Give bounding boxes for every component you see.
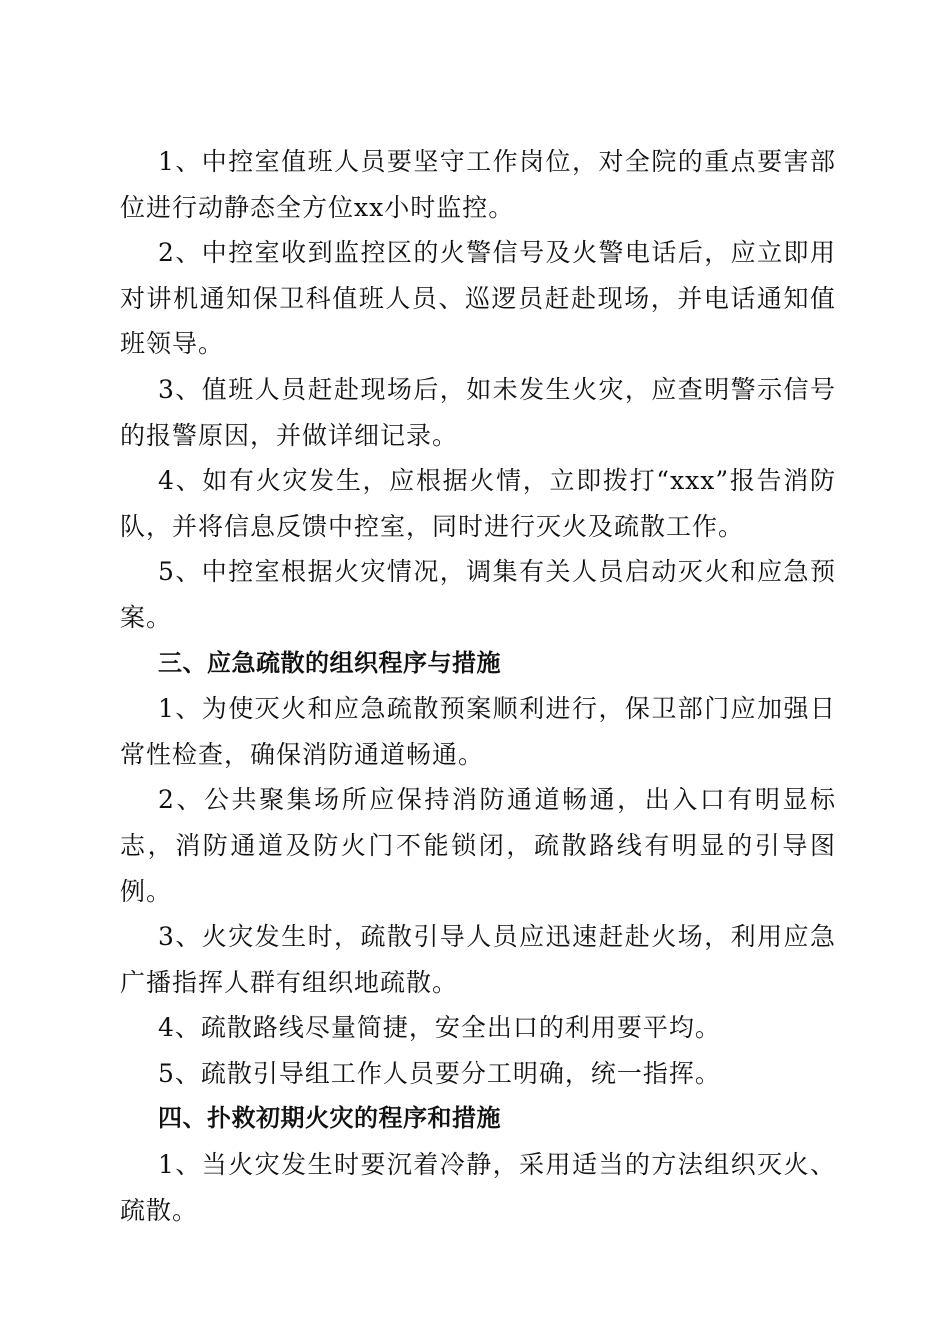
section-heading-initial-firefighting: 四、扑救初期火灾的程序和措施 [158, 1104, 501, 1133]
paragraph-emergency-plan: 5、中控室根据火灾情况，调集有关人员启动灭火和应急预案。 [120, 557, 836, 632]
paragraph-onsite-check: 3、值班人员赶赴现场后，如未发生火灾，应查明警示信号的报警原因，并做详细记录。 [120, 374, 836, 450]
paragraph-daily-inspection: 1、为使灭火和应急疏散预案顺利进行，保卫部门应加强日常性检查，确保消防通道畅通。 [120, 694, 836, 769]
paragraph-unified-command: 5、疏散引导组工作人员要分工明确，统一指挥。 [158, 1058, 721, 1088]
paragraph-exit-signage: 2、公共聚集场所应保持消防通道畅通，出入口有明显标志，消防通道及防火门不能锁闭，疏散路线有明显的引导图例。 [120, 785, 836, 906]
paragraph-fire-report: 4、如有火灾发生，应根据火情，立即拨打“xxx”报告消防队，并将信息反馈中控室，同时进行灭火及疏散工作。 [120, 466, 836, 541]
paragraph-monitoring-duty: 1、中控室值班人员要坚守工作岗位，对全院的重点要害部位进行动静态全方位xx小时监控。 [120, 147, 836, 222]
section-heading-evacuation: 三、应急疏散的组织程序与措施 [158, 648, 501, 677]
paragraph-evacuation-route: 4、疏散路线尽量简捷，安全出口的利用要平均。 [158, 1013, 721, 1043]
paragraph-broadcast-guidance: 3、火灾发生时，疏散引导人员应迅速赶赴火场，利用应急广播指挥人群有组织地疏散。 [120, 922, 836, 997]
document-page [120, 139, 836, 1233]
paragraph-alarm-response: 2、中控室收到监控区的火警信号及火警电话后，应立即用对讲机通知保卫科值班人员、巡逻员赶赴现场，并电话通知值班领导。 [120, 238, 836, 359]
paragraph-stay-calm: 1、当火灾发生时要沉着冷静，采用适当的方法组织灭火、疏散。 [120, 1150, 836, 1225]
